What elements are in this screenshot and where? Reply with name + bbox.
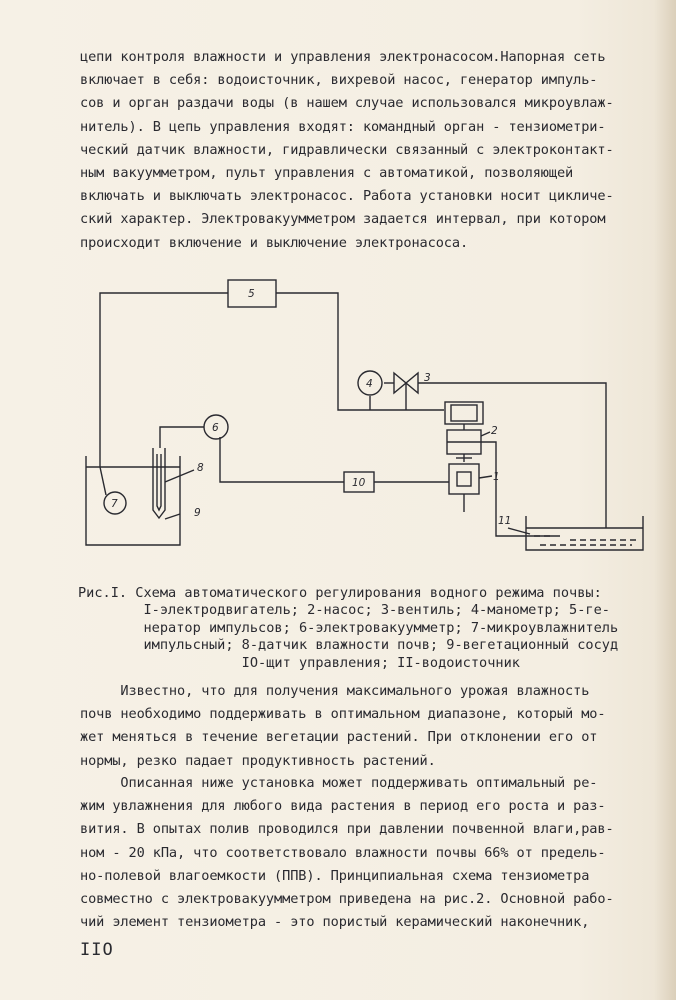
text-line: жет меняться в течение вегетации растений. При отклонении его от: [80, 729, 598, 746]
label-6: 6: [212, 422, 219, 434]
text-line: совместно с электровакуумметром приведена на рис.2. Основной рабо-: [80, 891, 614, 908]
label-4: 4: [366, 378, 373, 390]
paragraph-yield: [80, 680, 605, 773]
leader-9: [165, 514, 180, 519]
moisture-sensor: [153, 448, 165, 518]
wire-control-loop: [100, 293, 228, 467]
label-11: 11: [498, 515, 512, 527]
pipe-to-humidifier: [418, 383, 606, 528]
paragraph-setup: [80, 772, 614, 934]
label-5: 5: [248, 288, 255, 300]
text-line: жим увлажнения для любого вида растения в период его роста и раз-: [80, 798, 606, 815]
text-line: включать и выключать электронасос. Работа установки носит цикличе-: [80, 188, 614, 205]
label-8: 8: [197, 462, 204, 474]
caption-line: импульсный; 8-датчик влажности почв; 9-вегетационный сосуд: [78, 637, 619, 654]
text-line: включает в себя: водоисточник, вихревой насос, генератор импуль-: [80, 72, 598, 89]
pump-top-inner: [451, 405, 477, 421]
text-line: ном - 20 кПа, что соответствовало влажности почвы 66% от предель-: [80, 844, 606, 861]
label-10: 10: [352, 477, 366, 489]
text-line: ным вакуумметром, пульт управления с автоматикой, позволяющей: [80, 165, 574, 182]
moisture-sensor-inner: [157, 454, 161, 510]
caption-line: нератор импульсов; 6-электровакуумметр; 7-микроувлажнитель: [78, 619, 619, 636]
figure-caption: [78, 585, 618, 672]
caption-line: IO-щит управления; II-водоисточник: [78, 654, 520, 671]
motor-core: [457, 472, 471, 486]
tube-gauge-to-sensor: [160, 427, 204, 448]
text-line: нормы, резко падает продуктивность растений.: [80, 752, 436, 769]
label-3: 3: [424, 372, 431, 384]
text-line: сов и орган раздачи воды (в нашем случае использовался микроувлаж-: [80, 95, 614, 112]
humidifier-tube: [100, 467, 106, 495]
text-line: Описанная ниже установка может поддерживать оптимальный ре-: [80, 775, 598, 791]
page-number: IIO: [80, 940, 114, 960]
text-line: чий элемент тензиометра - это пористый керамический наконечник,: [80, 914, 590, 931]
text-line: ческий датчик влажности, гидравлически связанный с электроконтакт-: [80, 141, 614, 158]
caption-line: Рис.I. Схема автоматического регулирования водного режима почвы:: [78, 585, 602, 601]
leader-2: [481, 432, 490, 436]
wire-generator-to-pump: [276, 293, 444, 410]
leader-1: [479, 476, 492, 478]
text-line: но-полевой влагоемкости (ППВ). Принципиальная схема тензиометра: [80, 867, 590, 884]
text-line: происходит включение и выключение электронасоса.: [80, 234, 469, 251]
text-line: цепи контроля влажности и управления электронасосом.Напорная сеть: [80, 49, 606, 65]
text-line: Известно, что для получения максимального урожая влажность: [80, 683, 590, 699]
label-1: 1: [493, 471, 500, 483]
pipe-intake: [481, 442, 560, 536]
text-line: вития. В опытах полив проводился при давлении почвенной влаги,рав-: [80, 821, 614, 838]
motor-body: [449, 464, 479, 494]
caption-line: I-электродвигатель; 2-насос; 3-вентиль; 4-манометр; 5-ге-: [78, 602, 610, 619]
text-line: ский характер. Электровакуумметром задается интервал, при котором: [80, 211, 606, 228]
label-7: 7: [111, 498, 118, 510]
text-line: нитель). В цепь управления входят: командный орган - тензиометри-: [80, 118, 606, 135]
wire-to-panel: [220, 437, 344, 482]
text-line: почв необходимо поддерживать в оптимальном диапазоне, который мо-: [80, 706, 606, 723]
label-9: 9: [194, 507, 201, 519]
label-2: 2: [491, 425, 498, 437]
